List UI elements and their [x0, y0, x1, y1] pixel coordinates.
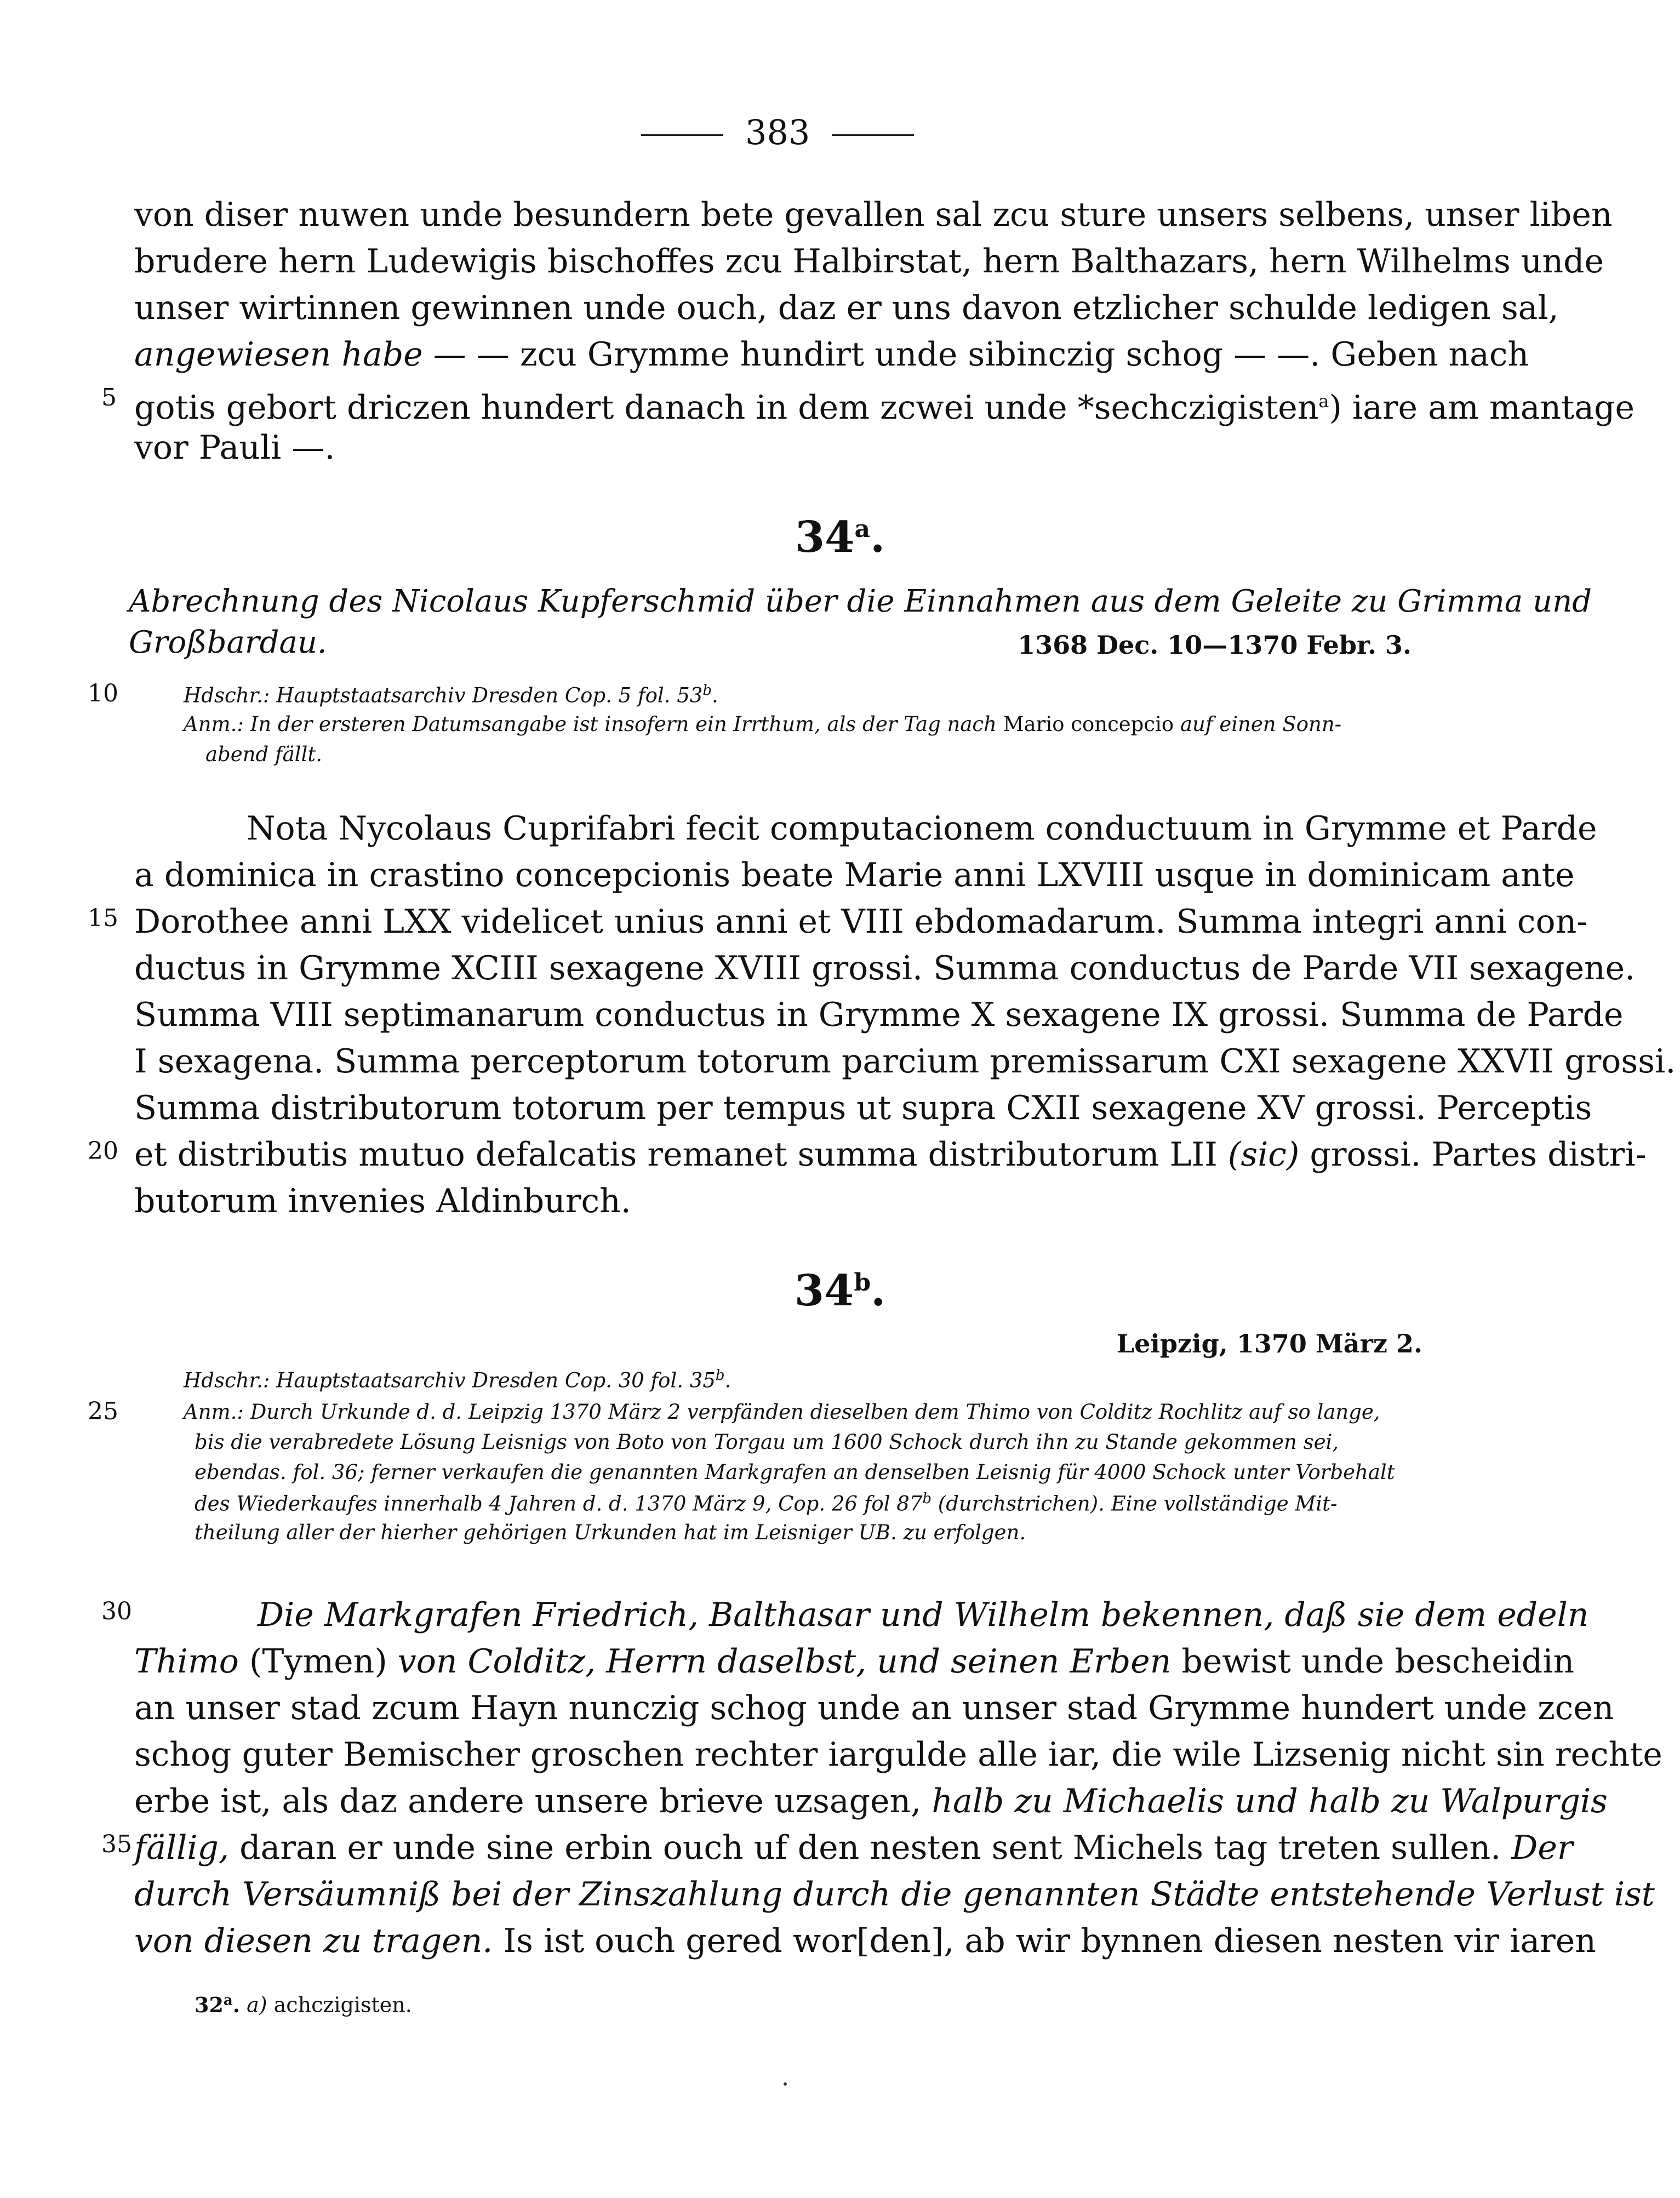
- doc-34b-text-line-5: erbe ist, als daz andere unsere brieve uzsagen, halb zu Michaelis und halb zu Walpurgis: [134, 1782, 1608, 1820]
- page-number-rule-right: [832, 134, 914, 136]
- intro-line-5: gotis gebort driczen hundert danach in dem zcwei unde *sechczigisten$^a$) iare am mantage: [134, 389, 1635, 427]
- line-number-35: 35: [101, 1830, 132, 1858]
- line-number-15: 15: [88, 904, 118, 932]
- doc-34b-anm-line-5: theilung aller der hierher gehörigen Urkunden hat im Leisniger UB. zu erfolgen.: [195, 1521, 1026, 1544]
- sic-mark: (sic): [1227, 1135, 1300, 1174]
- doc-34b-text-line-4: schog guter Bemischer groschen rechter iargulde alle iar, die wile Lizsenig nicht sin rechte: [134, 1735, 1662, 1774]
- doc-34a-title-line-2: Großbardau.: [129, 625, 327, 660]
- line-number-10: 10: [88, 680, 118, 707]
- doc-34a-heading: 34$^a$.: [795, 512, 885, 562]
- speck-mark: [784, 2082, 787, 2086]
- doc-34b-text-line-1: Die Markgrafen Friedrich, Balthasar und Wilhelm bekennen, daß sie dem edeln: [258, 1596, 1589, 1634]
- footnote: 32$^a$. a) achczigisten.: [195, 1992, 412, 2017]
- doc-34a-text-line-5: Summa VIII septimanarum conductus in Grymme X sexagene IX grossi. Summa de Parde: [134, 996, 1624, 1034]
- doc-34a-text-line-8: et distributis mutuo defalcatis remanet summa distributorum LII (sic) grossi. Partes distri-: [134, 1135, 1647, 1174]
- doc-34b-text-line-2: Thimo (Tymen) von Colditz, Herrn daselbst, und seinen Erben bewist unde bescheidin: [134, 1642, 1575, 1681]
- doc-34a-text-line-3: Dorothee anni LXX videlicet unius anni et VIII ebdomadarum. Summa integri anni con-: [134, 903, 1588, 941]
- doc-34b-anm-line-3: ebendas. fol. 36; ferner verkaufen die genannten Markgrafen an denselben Leisnig für 4000 Schock unter Vorbehalt: [195, 1460, 1395, 1484]
- line-number-5: 5: [101, 384, 117, 412]
- page-number-rule-left: [641, 134, 723, 136]
- line-number-30: 30: [101, 1597, 132, 1625]
- doc-34b-anm-line-2: bis die verabredete Lösung Leisnigs von Boto von Torgau um 1600 Schock durch ihn zu Stande gekommen sei,: [195, 1430, 1339, 1454]
- line-number-25: 25: [88, 1397, 118, 1425]
- page-number: [619, 112, 904, 152]
- doc-34a-text-line-9: butorum invenies Aldinburch.: [134, 1182, 631, 1220]
- doc-34a-anm-line-2: abend fällt.: [205, 743, 322, 766]
- doc-34b-anm-line-1: Anm.: Durch Urkunde d. d. Leipzig 1370 März 2 verpfänden dieselben dem Thimo von Colditz Rochlitz auf so lange,: [184, 1400, 1380, 1424]
- doc-34b-anm-line-4: des Wiederkaufes innerhalb 4 Jahren d. d. 1370 März 9, Cop. 26 fol 87$^b$ (durchstrichen). Eine vollständige Mit-: [195, 1491, 1338, 1516]
- footnote-marker: a: [1318, 391, 1329, 412]
- doc-34a-anm-line-1: Anm.: In der ersteren Datumsangabe ist insofern ein Irrthum, als der Tag nach Mario concepcio auf einen Sonn-: [184, 712, 1342, 736]
- doc-34a-text-line-6: I sexagena. Summa perceptorum totorum parcium premissarum CXI sexagene XXVII grossi.: [134, 1042, 1676, 1081]
- doc-34a-title-line-1: Abrechnung des Nicolaus Kupferschmid über die Einnahmen aus dem Geleite zu Grimma und: [129, 584, 1592, 619]
- doc-34b-text-line-3: an unser stad zcum Hayn nunczig schog unde an unser stad Grymme hundert unde zcen: [134, 1689, 1614, 1727]
- doc-34b-source: Hdschr.: Hauptstaatsarchiv Dresden Cop. 30 fol. 35$^b$.: [184, 1367, 732, 1392]
- intro-line-1: von diser nuwen unde besundern bete gevallen sal zcu sture unsers selbens, unser liben: [134, 196, 1613, 234]
- doc-34a-text-line-7: Summa distributorum totorum per tempus ut supra CXII sexagene XV grossi. Perceptis: [134, 1089, 1592, 1127]
- intro-line-3: unser wirtinnen gewinnen unde ouch, daz er uns davon etzlicher schulde ledigen sal,: [134, 289, 1559, 327]
- doc-34a-text-line-2: a dominica in crastino concepcionis beate Marie anni LXVIII usque in dominicam ante: [134, 856, 1575, 894]
- doc-34b-text-line-8: von diesen zu tragen. Is ist ouch gered wor[den], ab wir bynnen diesen nesten vir iaren: [134, 1922, 1596, 1960]
- doc-34b-date: Leipzig, 1370 März 2.: [1116, 1329, 1422, 1358]
- intro-line-2: brudere hern Ludewigis bischoffes zcu Halbirstat, hern Balthazars, hern Wilhelms unde: [134, 242, 1604, 281]
- intro-line-6: vor Pauli —.: [134, 429, 335, 467]
- doc-34b-text-line-7: durch Versäumniß bei der Zinszahlung durch die genannten Städte entstehende Verlust ist: [134, 1875, 1655, 1914]
- doc-34b-text-line-6: fällig, daran er unde sine erbin ouch uf den nesten sent Michels tag treten sullen. Der: [134, 1829, 1573, 1867]
- doc-34a-source: Hdschr.: Hauptstaatsarchiv Dresden Cop. 5 fol. 53$^b$.: [184, 682, 718, 707]
- doc-34a-date: 1368 Dec. 10—1370 Febr. 3.: [1018, 630, 1412, 660]
- line-number-20: 20: [88, 1137, 118, 1165]
- doc-34a-text-line-4: ductus in Grymme XCIII sexagene XVIII grossi. Summa conductus de Parde VII sexagene.: [134, 949, 1636, 987]
- intro-line-4: angewiesen habe — — zcu Grymme hundirt unde sibinczig schog — —. Geben nach: [134, 335, 1529, 374]
- intro-italic-phrase: angewiesen habe — —: [134, 335, 510, 374]
- page-number-text: 383: [745, 112, 810, 152]
- doc-34b-heading: 34$^b$.: [794, 1266, 886, 1316]
- doc-34a-text-line-1: Nota Nycolaus Cuprifabri fecit computacionem conductuum in Grymme et Parde: [247, 809, 1597, 848]
